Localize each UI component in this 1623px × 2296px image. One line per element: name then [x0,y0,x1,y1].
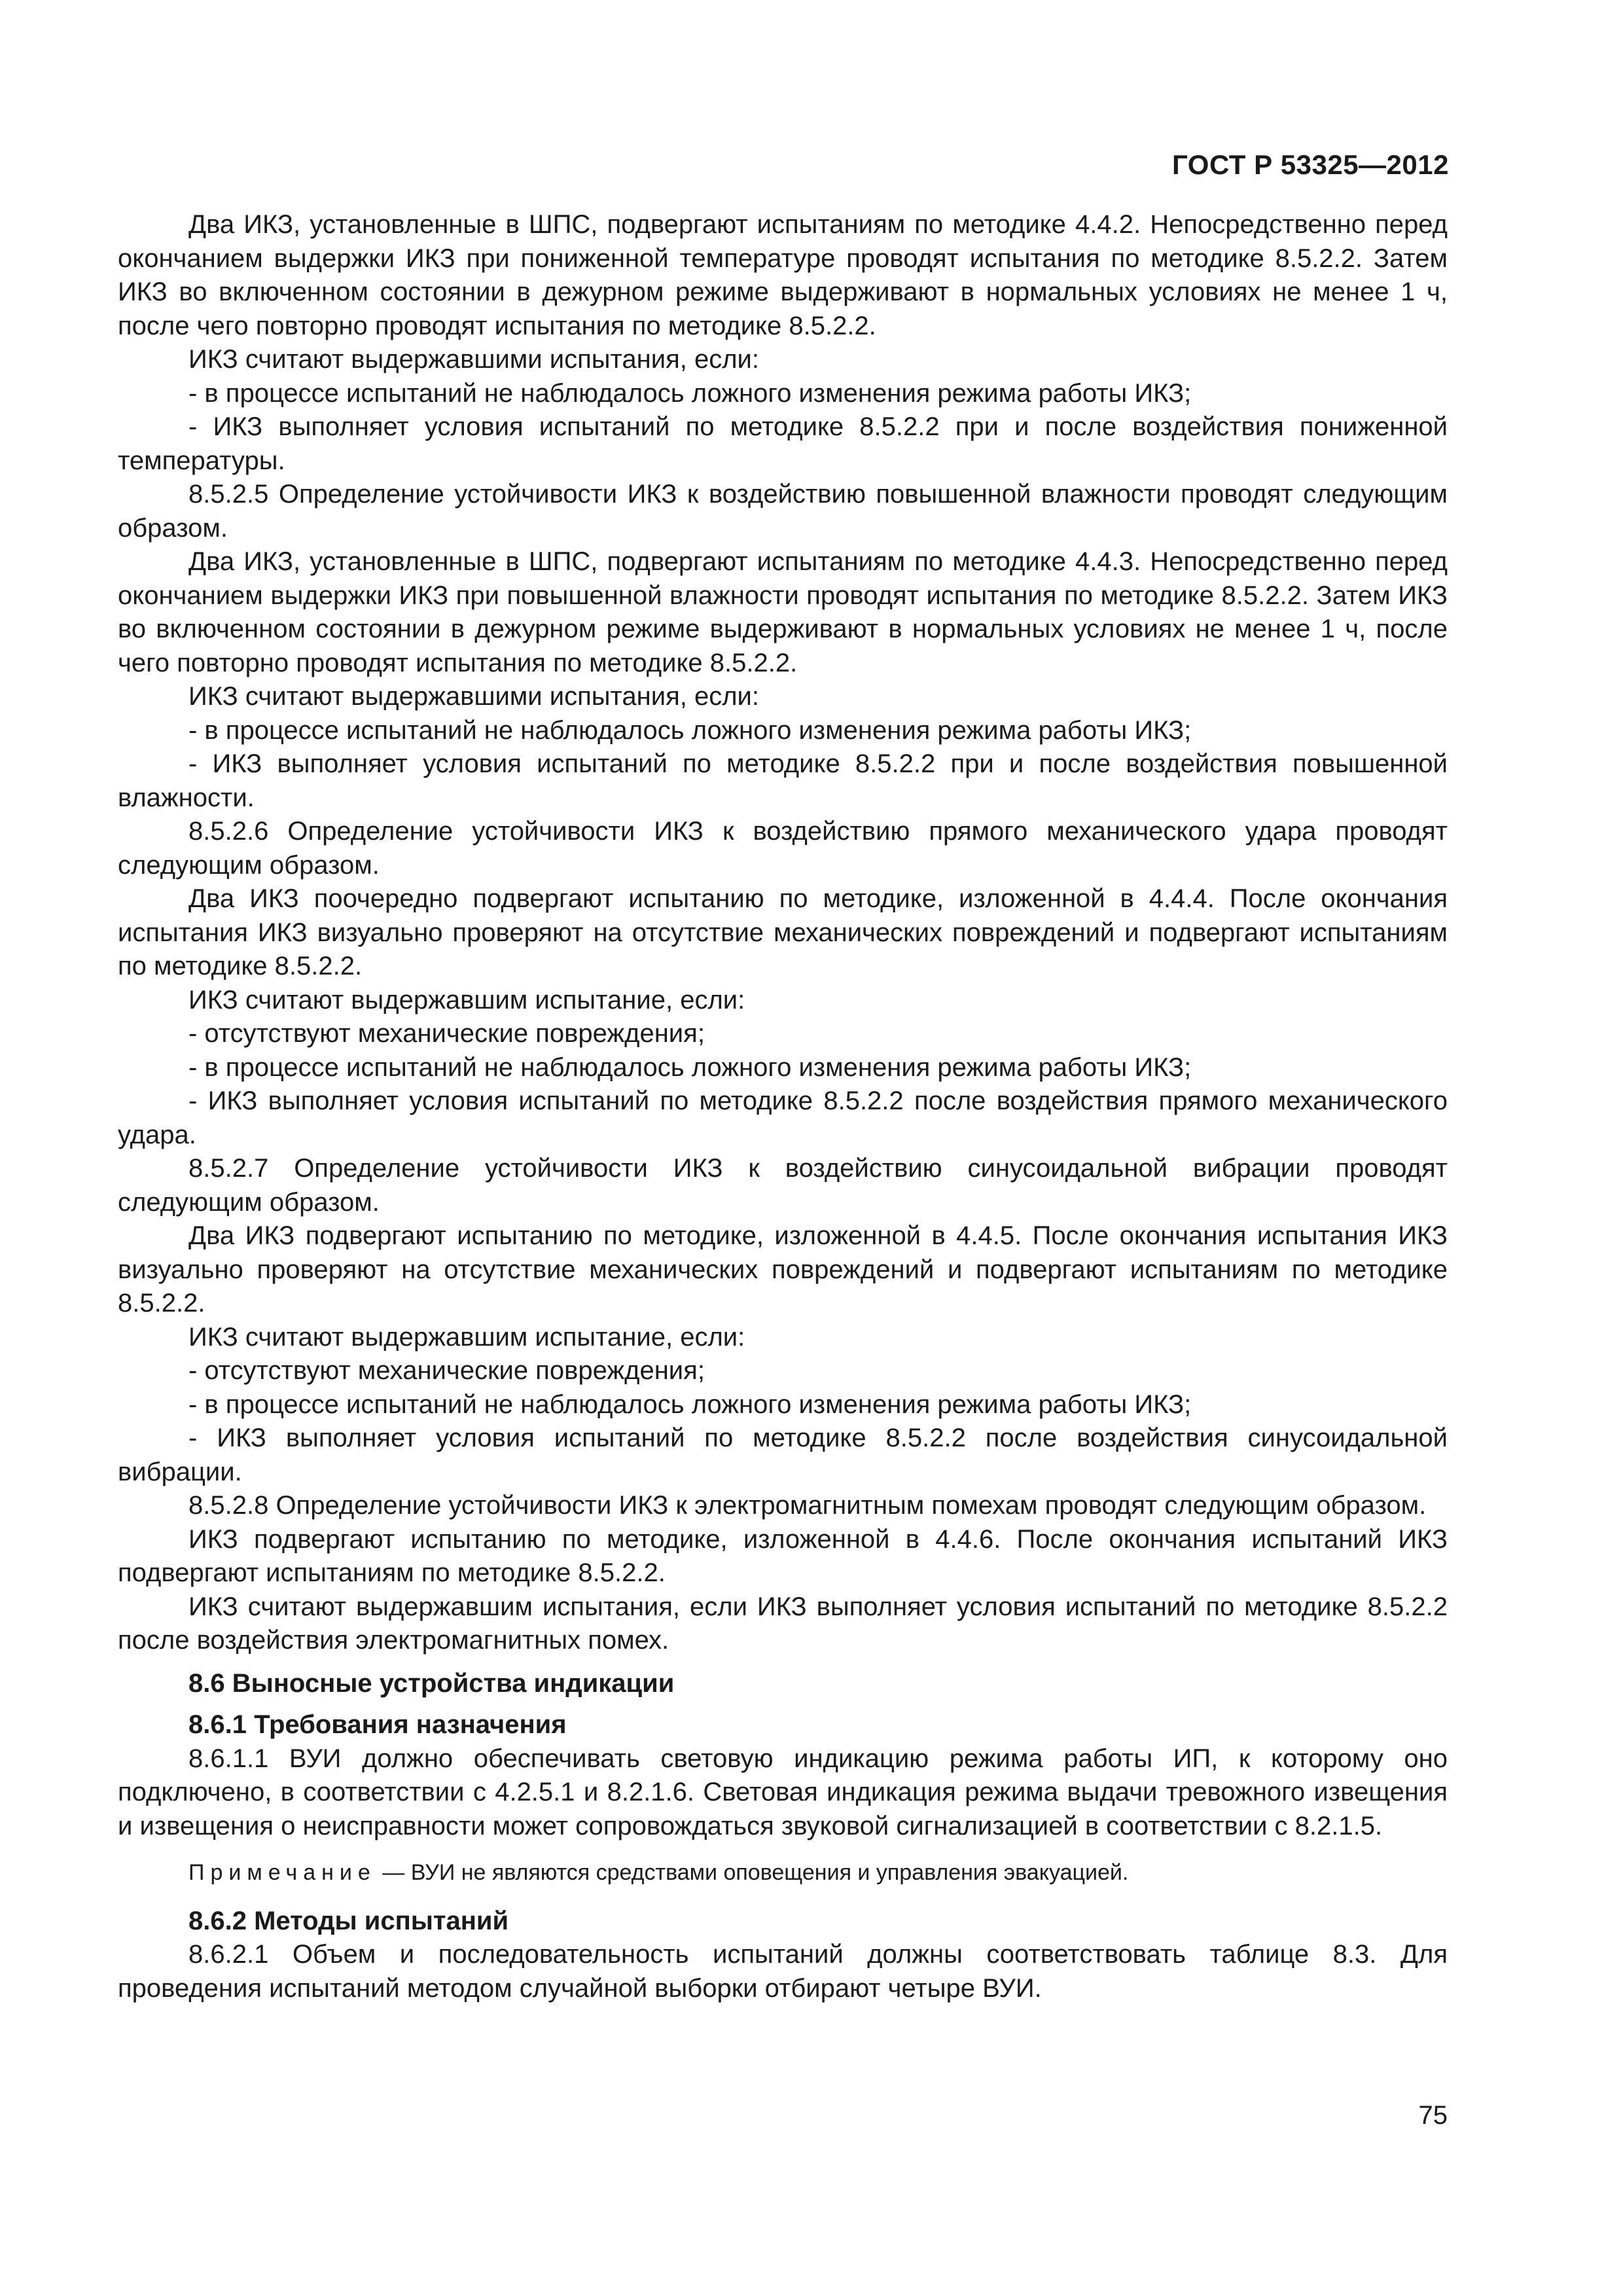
paragraph: ИКЗ подвергают испытанию по методике, изложенной в 4.4.6. После окончания испытаний ИКЗ подвергают испытаниям по методике 8.5.2.2. [118,1524,1448,1587]
list-item: - отсутствуют механические повреждения; [188,1356,705,1385]
paragraph: 8.5.2.7 Определение устойчивости ИКЗ к воздействию синусоидальной вибрации проводят следующим образом. [118,1154,1448,1217]
paragraph: 8.6.2.1 Объем и последовательность испытаний должны соответствовать таблице 8.3. Для проведения испытаний методом случайной выборки отбирают четыре ВУИ. [118,1940,1448,2003]
list-item: - в процессе испытаний не наблюдалось ложного изменения режима работы ИКЗ; [188,378,1192,408]
paragraph: ИКЗ считают выдержавшими испытания, если: [188,682,759,711]
paragraph: ИКЗ считают выдержавшими испытания, если: [188,345,759,374]
list-item: - ИКЗ выполняет условия испытаний по методике 8.5.2.2 при и после воздействия пониженной температуры. [118,412,1448,475]
paragraph: 8.5.2.8 Определение устойчивости ИКЗ к электромагнитным помехам проводят следующим образом. [188,1491,1427,1520]
list-item: - ИКЗ выполняет условия испытаний по методике 8.5.2.2 после воздействия прямого механического удара. [118,1086,1448,1149]
document-body [118,208,1448,2005]
note [118,1856,1448,1890]
paragraph: ИКЗ считают выдержавшим испытание, если: [188,985,745,1014]
paragraph: ИКЗ считают выдержавшим испытание, если: [188,1322,745,1352]
list-item: - в процессе испытаний не наблюдалось ложного изменения режима работы ИКЗ; [188,1390,1192,1419]
page-number: 75 [1418,2101,1448,2130]
list-item: - в процессе испытаний не наблюдалось ложного изменения режима работы ИКЗ; [188,715,1192,745]
document-header: ГОСТ Р 53325—2012 [1172,149,1449,180]
paragraph: Два ИКЗ, установленные в ШПС, подвергают испытаниям по методике 4.4.2. Непосредственно перед окончанием выдержки ИКЗ при пониженной температуре проводят испытания по методике 8.5.2.2. Затем ИКЗ во включенном состоянии в дежурном режиме выдерживают в нормальных условиях не менее 1 ч, после чего повторно проводят испытания по методике 8.5.2.2. [118,210,1448,340]
paragraph: Два ИКЗ поочередно подвергают испытанию по методике, изложенной в 4.4.4. После окончания испытания ИКЗ визуально проверяют на отсутствие механических повреждений и подвергают испытаниям по методике 8.5.2.2. [118,884,1448,980]
paragraph: ИКЗ считают выдержавшим испытания, если ИКЗ выполняет условия испытаний по методике 8.5.2.2 после воздействия электромагнитных помех. [118,1592,1448,1655]
paragraph: 8.5.2.6 Определение устойчивости ИКЗ к воздействию прямого механического удара проводят следующим образом. [118,817,1448,880]
paragraph: 8.6.1.1 ВУИ должно обеспечивать световую индикацию режима работы ИП, к которому оно подключено, в соответствии с 4.2.5.1 и 8.2.1.6. Световая индикация режима выдачи тревожного извещения и извещения о неисправности может сопровождаться звуковой сигнализацией в соответствии с 8.2.1.5. [118,1744,1448,1840]
list-item: - ИКЗ выполняет условия испытаний по методике 8.5.2.2 после воздействия синусоидальной вибрации. [118,1424,1448,1486]
list-item: - в процессе испытаний не наблюдалось ложного изменения режима работы ИКЗ; [188,1052,1192,1082]
note-label: Примечание [188,1860,376,1885]
subsection-heading: 8.6.1 Требования назначения [188,1710,567,1739]
note-text: — ВУИ не являются средствами оповещения и управления эвакуацией. [376,1860,1129,1885]
section-heading: 8.6 Выносные устройства индикации [188,1668,675,1698]
paragraph: Два ИКЗ, установленные в ШПС, подвергают испытаниям по методике 4.4.3. Непосредственно перед окончанием выдержки ИКЗ при повышенной влажности проводят испытания по методике 8.5.2.2. Затем ИКЗ во включенном состоянии в дежурном режиме выдерживают в нормальных условиях не менее 1 ч, после чего повторно проводят испытания по методике 8.5.2.2. [118,547,1448,677]
paragraph: Два ИКЗ подвергают испытанию по методике, изложенной в 4.4.5. После окончания испытания ИКЗ визуально проверяют на отсутствие механических повреждений и подвергают испытаниям по методике 8.5.2.2. [118,1221,1448,1318]
paragraph: 8.5.2.5 Определение устойчивости ИКЗ к воздействию повышенной влажности проводят следующим образом. [118,480,1448,543]
list-item: - отсутствуют механические повреждения; [188,1019,705,1048]
subsection-heading: 8.6.2 Методы испытаний [188,1906,509,1935]
list-item: - ИКЗ выполняет условия испытаний по методике 8.5.2.2 при и после воздействия повышенной влажности. [118,749,1448,812]
